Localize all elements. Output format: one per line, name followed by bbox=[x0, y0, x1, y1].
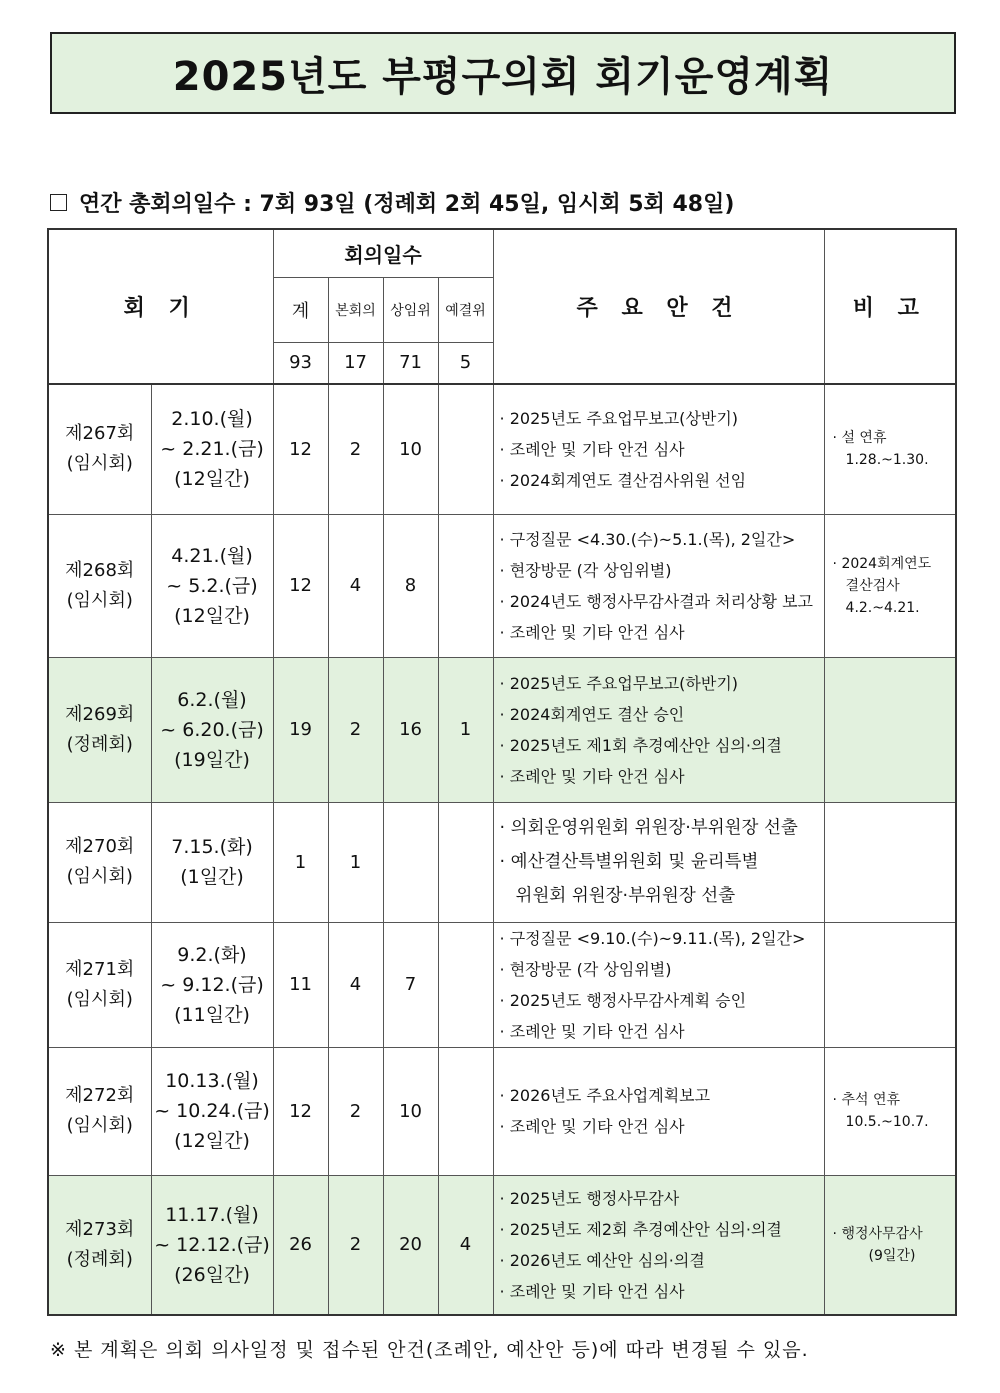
period-end: ~ 9.12.(금) bbox=[160, 973, 264, 996]
header-standing: 상임위 bbox=[383, 277, 438, 342]
table-row bbox=[48, 922, 956, 1047]
days-total: 11 bbox=[273, 922, 328, 1047]
session-number: 제270회 bbox=[65, 836, 135, 857]
agenda-cell bbox=[493, 922, 824, 1047]
days-budget bbox=[438, 1047, 493, 1175]
days-plenary: 4 bbox=[328, 922, 383, 1047]
days-standing bbox=[383, 802, 438, 922]
agenda-item: · 조례안 및 기타 안건 심사 bbox=[499, 1021, 685, 1041]
days-standing: 7 bbox=[383, 922, 438, 1047]
period-end: ~ 12.12.(금) bbox=[154, 1233, 270, 1256]
title-box bbox=[50, 32, 956, 114]
agenda-item: · 조례안 및 기타 안건 심사 bbox=[499, 622, 685, 642]
summary-text: 연간 총회의일수 : 7회 93일 (정례회 2회 45일, 임시회 5회 48일) bbox=[79, 192, 735, 217]
period-cell bbox=[151, 384, 273, 514]
remark-line: 4.2.~4.21. bbox=[845, 599, 920, 616]
days-plenary: 2 bbox=[328, 1175, 383, 1315]
totals-total: 93 bbox=[273, 342, 328, 384]
header-plenary: 본회의 bbox=[328, 277, 383, 342]
session-number: 제269회 bbox=[65, 703, 135, 725]
days-budget bbox=[438, 802, 493, 922]
period-start: 11.17.(월) bbox=[165, 1203, 259, 1226]
agenda-item: · 의회운영위원회 위원장·부위원장 선출 bbox=[499, 818, 798, 838]
session-cell bbox=[48, 1175, 151, 1315]
period-start: 10.13.(월) bbox=[165, 1070, 259, 1092]
agenda-item: · 2025년도 주요업무보고(하반기) bbox=[499, 673, 739, 693]
agenda-item: · 2026년도 주요사업계획보고 bbox=[499, 1086, 711, 1105]
days-standing: 10 bbox=[383, 384, 438, 514]
agenda-cell bbox=[493, 802, 824, 922]
session-number: 제268회 bbox=[65, 559, 135, 581]
period-duration: (12일간) bbox=[174, 604, 250, 627]
period-duration: (12일간) bbox=[174, 1130, 250, 1152]
days-total: 1 bbox=[273, 802, 328, 922]
header-remarks: 비 고 bbox=[824, 229, 956, 384]
agenda-item: · 조례안 및 기타 안건 심사 bbox=[499, 766, 685, 786]
session-cell bbox=[48, 514, 151, 657]
agenda-cell bbox=[493, 657, 824, 802]
totals-plenary: 17 bbox=[328, 342, 383, 384]
session-type: (정례회) bbox=[66, 1248, 133, 1270]
days-budget bbox=[438, 384, 493, 514]
agenda-cell bbox=[493, 514, 824, 657]
period-cell bbox=[151, 802, 273, 922]
header-budget: 예결위 bbox=[438, 277, 493, 342]
period-cell bbox=[151, 1175, 273, 1315]
remarks-cell bbox=[824, 657, 956, 802]
days-budget bbox=[438, 514, 493, 657]
days-budget: 4 bbox=[438, 1175, 493, 1315]
period-end: ~ 2.21.(금) bbox=[160, 438, 264, 461]
table-row bbox=[48, 514, 956, 657]
agenda-item: · 조례안 및 기타 안건 심사 bbox=[499, 439, 685, 459]
days-total: 26 bbox=[273, 1175, 328, 1315]
table-row bbox=[48, 1175, 956, 1315]
period-start: 4.21.(월) bbox=[171, 544, 253, 567]
period-end: ~ 10.24.(금) bbox=[154, 1100, 270, 1122]
session-cell bbox=[48, 802, 151, 922]
table-row bbox=[48, 657, 956, 802]
days-standing: 10 bbox=[383, 1047, 438, 1175]
agenda-item: · 2024회계연도 결산검사위원 선임 bbox=[499, 470, 747, 490]
footnote: ※ 본 계획은 의회 의사일정 및 접수된 안건(조례안, 예산안 등)에 따라 변경될 수 있음. bbox=[50, 1339, 809, 1361]
period-cell bbox=[151, 1047, 273, 1175]
days-standing: 20 bbox=[383, 1175, 438, 1315]
days-total: 19 bbox=[273, 657, 328, 802]
session-cell bbox=[48, 922, 151, 1047]
table-row bbox=[48, 384, 956, 514]
agenda-cell bbox=[493, 384, 824, 514]
header-total: 계 bbox=[273, 277, 328, 342]
remark-line: (9일간) bbox=[868, 1247, 916, 1264]
totals-standing: 71 bbox=[383, 342, 438, 384]
session-type: (임시회) bbox=[66, 453, 133, 475]
session-type: (임시회) bbox=[66, 1115, 133, 1136]
remark-line: 10.5.~10.7. bbox=[845, 1114, 929, 1130]
header-session: 회 기 bbox=[48, 229, 273, 384]
remarks-cell bbox=[824, 1047, 956, 1175]
days-plenary: 2 bbox=[328, 657, 383, 802]
remark-line: 결산검사 bbox=[845, 577, 900, 594]
days-budget: 1 bbox=[438, 657, 493, 802]
agenda-item: · 구정질문 <4.30.(수)~5.1.(목), 2일간> bbox=[499, 529, 796, 549]
header-meeting-days: 회의일수 bbox=[273, 229, 493, 277]
session-type: (임시회) bbox=[66, 866, 133, 887]
agenda-item: · 2025년도 제2회 추경예산안 심의·의결 bbox=[499, 1219, 782, 1239]
session-cell bbox=[48, 384, 151, 514]
days-standing: 8 bbox=[383, 514, 438, 657]
session-number: 제271회 bbox=[65, 958, 135, 980]
session-number: 제272회 bbox=[65, 1085, 135, 1106]
agenda-item: · 2024년도 행정사무감사결과 처리상황 보고 bbox=[499, 591, 813, 611]
session-number: 제267회 bbox=[65, 423, 135, 445]
agenda-cell bbox=[493, 1047, 824, 1175]
agenda-item: · 조례안 및 기타 안건 심사 bbox=[499, 1117, 685, 1136]
period-start: 7.15.(화) bbox=[171, 836, 253, 858]
session-number: 제273회 bbox=[65, 1218, 135, 1240]
period-start: 9.2.(화) bbox=[177, 943, 247, 966]
remark-line: · 설 연휴 bbox=[832, 430, 887, 447]
days-total: 12 bbox=[273, 514, 328, 657]
header-agenda: 주 요 안 건 bbox=[493, 229, 824, 384]
session-plan-table bbox=[47, 228, 957, 1316]
period-cell bbox=[151, 514, 273, 657]
days-plenary: 1 bbox=[328, 802, 383, 922]
checkbox-square-icon bbox=[50, 194, 67, 211]
agenda-item: · 2025년도 행정사무감사계획 승인 bbox=[499, 990, 747, 1010]
days-budget bbox=[438, 922, 493, 1047]
agenda-item: · 2025년도 행정사무감사 bbox=[499, 1188, 680, 1208]
days-total: 12 bbox=[273, 384, 328, 514]
remark-line: · 추석 연휴 bbox=[832, 1092, 900, 1108]
remarks-cell bbox=[824, 384, 956, 514]
session-type: (정례회) bbox=[66, 733, 133, 755]
remark-line: 1.28.~1.30. bbox=[845, 452, 929, 469]
agenda-item: · 현장방문 (각 상임위별) bbox=[499, 959, 672, 979]
totals-budget: 5 bbox=[438, 342, 493, 384]
session-type: (임시회) bbox=[66, 988, 133, 1010]
period-cell bbox=[151, 657, 273, 802]
agenda-item: · 조례안 및 기타 안건 심사 bbox=[499, 1281, 685, 1301]
remark-line: · 행정사무감사 bbox=[832, 1225, 923, 1242]
agenda-item: · 2025년도 주요업무보고(상반기) bbox=[499, 408, 739, 428]
days-plenary: 4 bbox=[328, 514, 383, 657]
period-end: ~ 5.2.(금) bbox=[166, 574, 258, 597]
agenda-item: · 예산결산특별위원회 및 윤리특별 bbox=[499, 852, 759, 872]
remarks-cell bbox=[824, 514, 956, 657]
period-start: 2.10.(월) bbox=[171, 408, 253, 431]
period-duration: (26일간) bbox=[174, 1263, 250, 1286]
page-title: 2025년도 부평구의회 회기운영계획 bbox=[172, 53, 834, 100]
agenda-item: · 2024회계연도 결산 승인 bbox=[499, 704, 685, 724]
agenda-item: · 2025년도 제1회 추경예산안 심의·의결 bbox=[499, 735, 782, 755]
agenda-item: · 현장방문 (각 상임위별) bbox=[499, 560, 672, 580]
period-duration: (12일간) bbox=[174, 468, 250, 491]
days-plenary: 2 bbox=[328, 1047, 383, 1175]
remarks-cell bbox=[824, 802, 956, 922]
session-cell bbox=[48, 1047, 151, 1175]
table-row bbox=[48, 1047, 956, 1175]
session-type: (임시회) bbox=[66, 589, 133, 611]
remarks-cell bbox=[824, 1175, 956, 1315]
agenda-cell bbox=[493, 1175, 824, 1315]
remarks-cell bbox=[824, 922, 956, 1047]
period-duration: (11일간) bbox=[174, 1003, 250, 1026]
period-start: 6.2.(월) bbox=[177, 688, 247, 711]
agenda-item: 위원회 위원장·부위원장 선출 bbox=[515, 886, 736, 906]
days-total: 12 bbox=[273, 1047, 328, 1175]
session-cell bbox=[48, 657, 151, 802]
period-end: ~ 6.20.(금) bbox=[160, 718, 264, 741]
remark-line: · 2024회계연도 bbox=[832, 555, 932, 572]
table-row bbox=[48, 802, 956, 922]
summary-line bbox=[50, 187, 734, 218]
agenda-item: · 2026년도 예산안 심의·의결 bbox=[499, 1250, 705, 1270]
days-standing: 16 bbox=[383, 657, 438, 802]
period-cell bbox=[151, 922, 273, 1047]
period-duration: (19일간) bbox=[174, 748, 250, 771]
days-plenary: 2 bbox=[328, 384, 383, 514]
period-duration: (1일간) bbox=[180, 866, 244, 888]
agenda-item: · 구정질문 <9.10.(수)~9.11.(목), 2일간> bbox=[499, 928, 806, 948]
